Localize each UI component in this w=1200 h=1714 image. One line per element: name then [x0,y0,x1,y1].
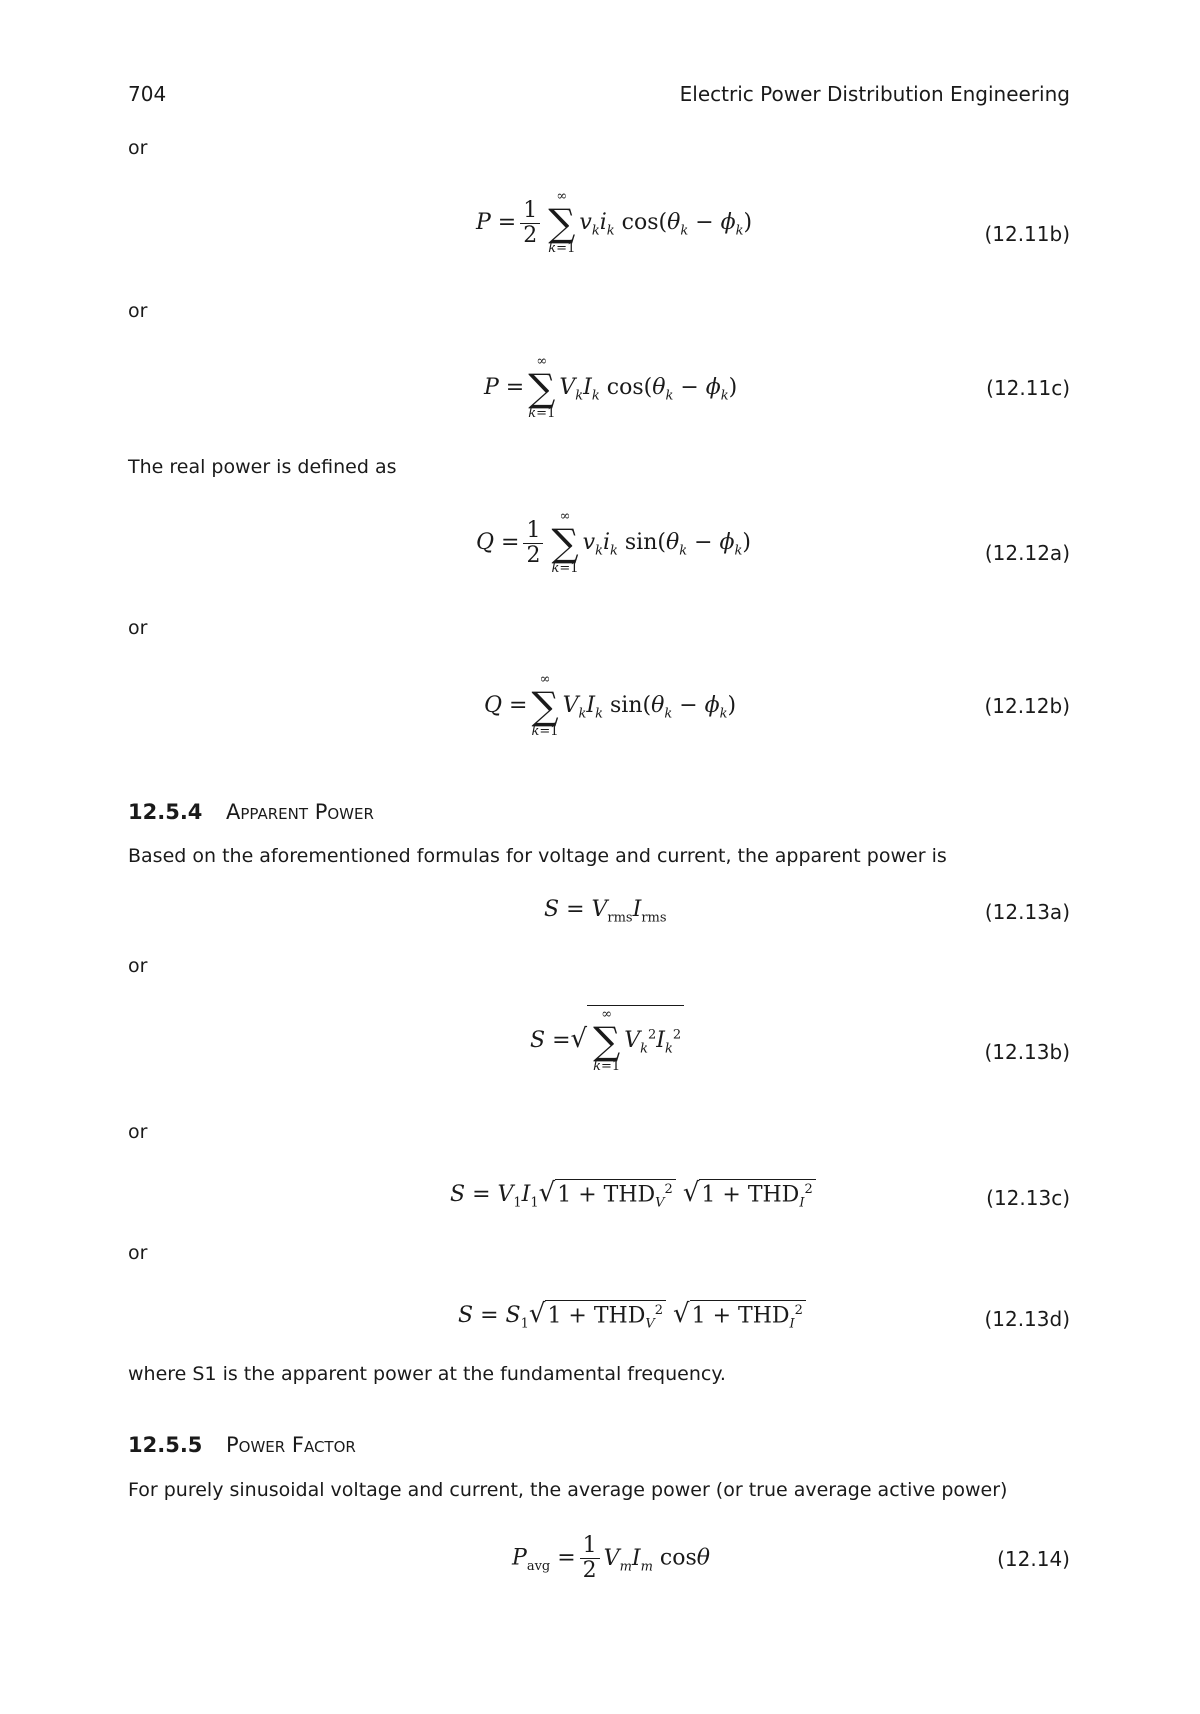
equation-12-13b: S =√ ∞ ∑ k=1 $V_k^2I_k^2$ [530,1005,684,1074]
connector-or: or [128,955,148,977]
equation-12-11c: P = ∞ ∑ k=1 $V_kI_k$ $\cos(\theta_k - \phi_k)$ [484,354,738,421]
running-title: Electric Power Distribution Engineering [679,82,1070,106]
section-heading-12-5-5: 12.5.5 Power Factor [128,1433,356,1457]
equation-12-11b: P = $\frac{1}{2}$ ∞ ∑ k=1 $v_ki_k$ $\cos(\theta_k - \phi_k)$ [476,189,753,256]
equation-12-13a: $S = V_{rms}I_{rms}$ [544,897,667,926]
equation-12-13d: $S = S_1√1 + THD_V^2$ $√1 + THD_I^2$ [458,1299,806,1331]
equation-number: (12.11b) [984,222,1070,246]
equation-12-13c: $S = V_1I_1√1 + THD_V^2$ $√1 + THD_I^2$ [450,1178,816,1210]
equation-number: (12.12b) [984,694,1070,718]
equation-number: (12.13c) [986,1186,1070,1210]
equation-number: (12.13a) [984,900,1070,924]
equation-number: (12.13b) [984,1040,1070,1064]
section-heading-12-5-4: 12.5.4 Apparent Power [128,800,374,824]
equation-number: (12.11c) [986,376,1070,400]
equation-12-12a: Q = $\frac{1}{2}$ ∞ ∑ k=1 $v_ki_k$ $\sin(\theta_k - \phi_k)$ [476,509,752,576]
paragraph: Based on the aforementioned formulas for voltage and current, the apparent power is [128,845,947,867]
connector-or: or [128,617,148,639]
equation-12-14: $P_{avg}$ = $\frac{1}{2}$ $V_mI_m$ cosθ [512,1533,711,1583]
connector-or: or [128,300,148,322]
connector-or: or [128,1121,148,1143]
paragraph: For purely sinusoidal voltage and current, the average power (or true average active power) [128,1479,1008,1501]
paragraph: The real power is defined as [128,456,397,478]
paragraph: where S1 is the apparent power at the fundamental frequency. [128,1363,726,1385]
equation-number: (12.12a) [984,541,1070,565]
equation-12-12b: Q = ∞ ∑ k=1 $V_kI_k$ $\sin(\theta_k - \phi_k)$ [484,672,737,739]
equation-number: (12.13d) [984,1307,1070,1331]
connector-or: or [128,137,148,159]
connector-or: or [128,1242,148,1264]
page-number: 704 [128,82,167,106]
equation-number: (12.14) [997,1547,1070,1571]
